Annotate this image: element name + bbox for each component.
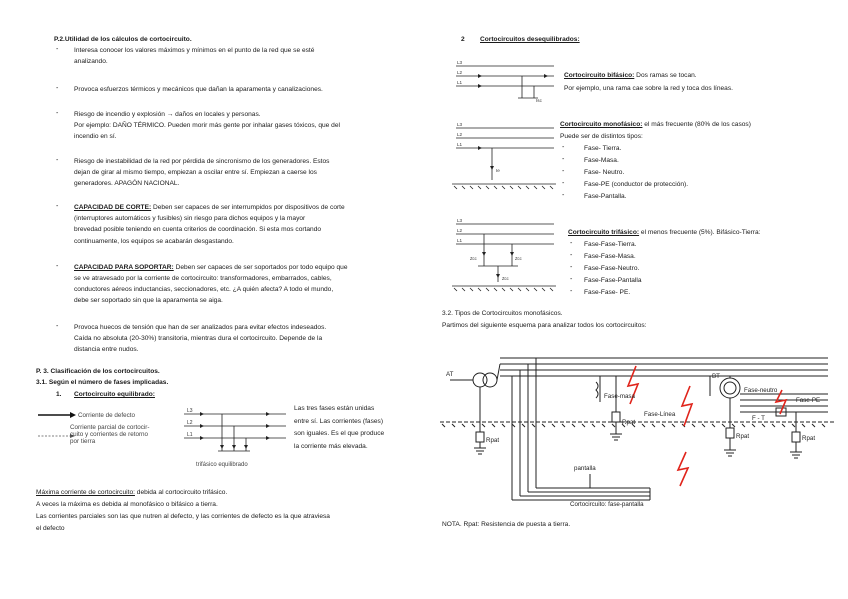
phase-label: L2 (457, 70, 463, 75)
max-current-title: Máxima corriente de cortocircuito: (36, 489, 135, 496)
bullet-dash: - (56, 203, 59, 210)
bullet-dash: - (570, 252, 573, 259)
section-3-2-intro: Partimos del siguiente esquema para analizar todos los cortocircuitos: (442, 322, 647, 329)
max-current-line: Máxima corriente de cortocircuito: debida al cortocircuito trifásico. (36, 489, 228, 496)
isc-label: Isc (536, 98, 542, 103)
tri-line: Cortocircuito trifásico: el menos frecuente (5%). Bifásico-Tierra: (568, 229, 761, 236)
bullet-line: dejan de girar al mismo tiempo, empiezan a oscilar entre sí. Empiezan a caerse los (74, 169, 317, 176)
tri-type-item: Fase-Fase-Pantalla (584, 277, 642, 284)
max-current-line: el defecto (36, 525, 65, 532)
cable-fault-label: Cortocircuito: fase-pantalla (570, 501, 644, 508)
max-current-line: A veces la máxima es debida al monofásico o bifásico a tierra. (36, 501, 218, 508)
mono-line: Cortocircuito monofásico: el más frecuente (80% de los casos) (560, 121, 751, 128)
zcc-label: Zcc (502, 276, 509, 281)
mono-type-item: Fase- Neutro. (584, 169, 625, 176)
bullet-line: conductores aéreos inductancias, seccionadores, etc. ¿A quién afecta? A todo el mundo, (74, 286, 334, 293)
bullet-line: Interesa conocer los valores máximos y mínimos en el punto de la red que se esté (74, 47, 315, 54)
mono-types-intro: Puede ser de distintos tipos: (560, 133, 643, 140)
biphasic-title: Cortocircuito bifásico: (564, 72, 635, 79)
phase-label: L3 (457, 218, 463, 223)
legend-partial-1: Corriente parcial de cortocir- (70, 424, 150, 431)
bullet-line: Riesgo de incendio y explosión → daños en locales y personas. (74, 111, 261, 118)
max-current-line: Las corrientes parciales son las que nutren al defecto, y las corrientes de defecto es la que atraviesa (36, 513, 330, 520)
item1-desc-line: la corriente más elevada. (294, 443, 368, 450)
at-label: AT (446, 371, 454, 378)
tri-type-item: Fase-Fase-Masa. (584, 253, 636, 260)
item1-desc-line: Las tres fases están unidas (294, 405, 375, 412)
rpat-label: Rpat (622, 419, 636, 426)
bullet-line: continuamente, los equipos se acabarán desgastando. (74, 238, 234, 245)
pantalla-label: pantalla (574, 465, 596, 472)
bullet-line: Caída no absoluta (20-30%) transitoria, mientras dura el cortocircuito. Depende de la (74, 335, 323, 342)
item-number: 1. (56, 391, 62, 398)
network-schematic-diagram (440, 352, 834, 508)
item-title-equilibrado: Cortocircuito equilibrado: (74, 391, 155, 398)
mono-type-item: Fase-PE (conductor de protección). (584, 181, 689, 188)
bullet-dash: - (56, 110, 59, 117)
phase-label: L1 (457, 238, 463, 243)
section-heading-p2: P.2.Utilidad de los cálculos de cortocircuito. (54, 36, 192, 43)
bullet-line: brevedad posible teniendo en cuenta criterios de coordinación. Si esta mos cortando (74, 226, 322, 233)
phase-label: L1 (187, 432, 193, 438)
phase-label: L3 (457, 122, 463, 127)
bullet-dash: - (570, 264, 573, 271)
zcc-label: Zcc (515, 256, 522, 261)
bullet-dash: - (562, 168, 565, 175)
item1-desc-line: son iguales. Es el que produce (294, 430, 385, 437)
mono-title: Cortocircuito monofásico: (560, 121, 643, 128)
bullet-line: Provoca huecos de tensión que han de ser analizados para evitar efectos indeseados. (74, 324, 327, 331)
f-t-label: F - T (752, 415, 765, 422)
bullet-line: CAPACIDAD DE CORTE: Deben ser capaces de ser interrumpidos por dispositivos de corte (74, 204, 345, 211)
bullet-line: CAPACIDAD PARA SOPORTAR: Deben ser capaces de ser soportados por todo equipo que (74, 264, 348, 271)
phase-label: L2 (457, 132, 463, 137)
bullet-line: generadores. APAGÓN NACIONAL. (74, 180, 180, 187)
tri-type-item: Fase-Fase- PE. (584, 289, 631, 296)
bullet-line: debe ser soportado sin que la aparamenta se aiga. (74, 297, 223, 304)
bullet-line: incendio en sí. (74, 133, 117, 140)
phase-label: L2 (187, 420, 193, 426)
fase-linea-label: Fase-Línea (644, 411, 676, 418)
fase-pe-label: Fase-PE (796, 397, 821, 404)
rpat-label: Rpat (736, 433, 750, 440)
bullet-dash: - (56, 157, 59, 164)
bullet-line: distancia entre nudos. (74, 346, 139, 353)
rpat-label: Rpat (486, 437, 500, 444)
phase-label: L3 (187, 408, 193, 414)
phase-label: L1 (457, 142, 463, 147)
note: NOTA. Rpat: Resistencia de puesta a tierra. (442, 521, 571, 528)
item-title-desequilibrados: Cortocircuitos desequilibrados: (480, 36, 580, 43)
bullet-dash: - (562, 156, 565, 163)
biphasic-example: Por ejemplo, una rama cae sobre la red y toca dos líneas. (564, 85, 733, 92)
bullet-line: analizando. (74, 58, 108, 65)
item-number: 2 (461, 36, 465, 43)
bullet-dash: - (562, 144, 565, 151)
legend-partial-2: cuito y corrientes de retorno (70, 431, 149, 438)
phase-label: L3 (457, 60, 463, 65)
zcc-label: Zcc (470, 256, 477, 261)
three-phase-fault-diagram (178, 405, 294, 471)
bullet-dash: - (56, 46, 59, 53)
legend-fault-current: Corriente de defecto (78, 412, 136, 419)
section-heading-3-1: 3.1. Según el número de fases implicadas. (36, 379, 169, 386)
bullet-dash: - (570, 288, 573, 295)
bullet-dash: - (562, 180, 565, 187)
section-heading-3-2: 3.2. Tipos de Cortocircuitos monofásicos. (442, 310, 563, 317)
term-capacidad-corte: CAPACIDAD DE CORTE: (74, 204, 152, 211)
bullet-dash: - (570, 276, 573, 283)
mono-type-item: Fase-Pantalla. (584, 193, 627, 200)
bullet-line: (interruptores automáticos y fusibles) sin riesgo para dichos equipos y la mayor (74, 215, 306, 222)
bullet-line: Por ejemplo: DAÑO TÉRMICO. Pueden morir más gente por inhalar gases tóxicos, que del (74, 122, 340, 129)
biphasic-fault-diagram (448, 58, 560, 104)
phase-label: L2 (457, 228, 463, 233)
bullet-dash: - (56, 263, 59, 270)
bullet-line: Riesgo de inestabilidad de la red por pérdida de sincronismo de los generadores. Estos (74, 158, 330, 165)
biphasic-line: Cortocircuito bifásico: Dos ramas se tocan. (564, 72, 697, 79)
fase-masa-label: Fase-masa (604, 393, 635, 400)
monophasic-fault-diagram (448, 120, 560, 192)
section-heading-p3: P. 3. Clasificación de los cortocircuitos. (36, 368, 160, 375)
item1-desc-line: entre sí. Las corrientes (fases) (294, 418, 384, 425)
fase-neutro-label: Fase-neutro (744, 387, 778, 394)
bullet-dash: - (56, 323, 59, 330)
bullet-dash: - (570, 240, 573, 247)
mono-type-item: Fase-Masa. (584, 157, 619, 164)
bullet-line: Provoca esfuerzos térmicos y mecánicos que dañan la aparamenta y canalizaciones. (74, 86, 323, 93)
legend-partial-3: por tierra (70, 438, 96, 445)
bt-label: BT (712, 373, 720, 380)
term-capacidad-soportar: CAPACIDAD PARA SOPORTAR: (74, 264, 174, 271)
tri-type-item: Fase-Fase-Tierra. (584, 241, 637, 248)
figure-caption: trifásico equilibrado (196, 462, 248, 468)
ie-label: Ie (496, 168, 500, 173)
bullet-line: se ve atravesado por la corriente de cortocircuito: transformadores, embarrados, cables, (74, 275, 332, 282)
bullet-dash: - (56, 85, 59, 92)
bullet-dash: - (562, 192, 565, 199)
biphasic-earth-fault-diagram (448, 216, 560, 300)
mono-type-item: Fase- Tierra. (584, 145, 622, 152)
tri-type-item: Fase-Fase-Neutro. (584, 265, 640, 272)
rpat-label: Rpat (802, 435, 816, 442)
phase-label: L1 (457, 80, 463, 85)
tri-title: Cortocircuito trifásico: (568, 229, 640, 236)
